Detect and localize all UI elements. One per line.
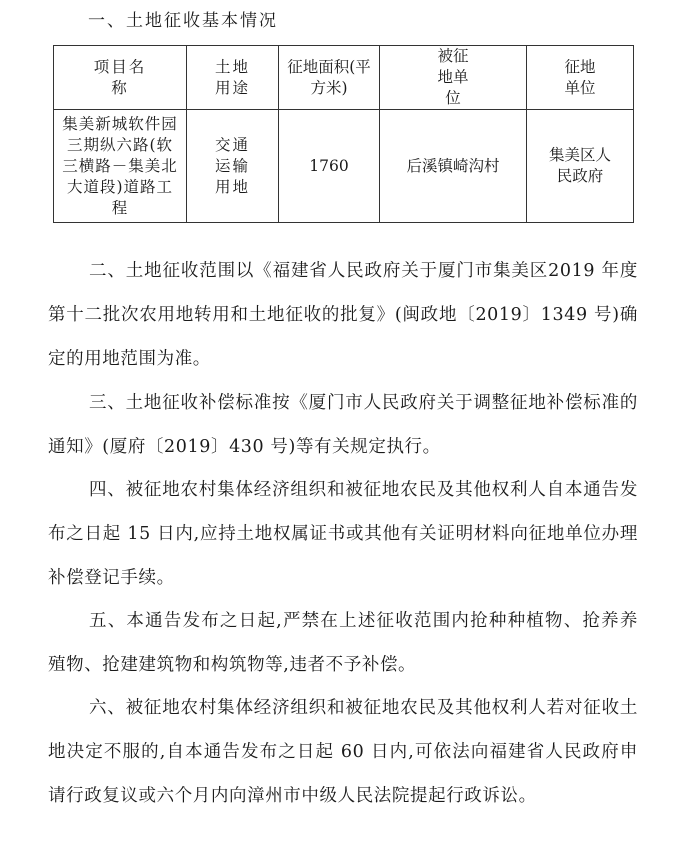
header-area: 征地面积(平方米) [279, 46, 380, 110]
cell-area: 1760 [279, 110, 380, 223]
paragraph-3-compensation: 三、土地征收补偿标准按《厦门市人民政府关于调整征地补偿标准的通知》(厦府〔2019〕430 号)等有关规定执行。 [48, 393, 638, 457]
cell-expropriating-unit: 集美区人民政府 [527, 110, 634, 223]
cell-land-use: 交通运输用地 [187, 110, 279, 223]
land-expropriation-table [53, 45, 634, 223]
header-expropriating-unit: 征地单位 [527, 46, 634, 110]
paragraph-5-prohibition: 五、本通告发布之日起,严禁在上述征收范围内抢种种植物、抢养养殖物、抢建建筑物和构筑物等,违者不予补偿。 [48, 611, 638, 675]
header-land-use: 土地用途 [187, 46, 279, 110]
paragraph-6-appeal: 六、被征地农村集体经济组织和被征地农民及其他权利人若对征收土地决定不服的,自本通告发布之日起 60 日内,可依法向福建省人民政府申请行政复议或六个月内向漳州市中级人民法院提起行政诉讼。 [48, 698, 638, 806]
table-row [54, 110, 634, 223]
paragraph-4-registration: 四、被征地农村集体经济组织和被征地农民及其他权利人自本通告发布之日起 15 日内,应持土地权属证书或其他有关证明材料向征地单位办理补偿登记手续。 [48, 480, 638, 588]
paragraph-2-scope: 二、土地征收范围以《福建省人民政府关于厦门市集美区2019 年度第十二批次农用地转用和土地征收的批复》(闽政地〔2019〕1349 号)确定的用地范围为准。 [48, 261, 638, 369]
cell-expropriated-unit: 后溪镇崎沟村 [380, 110, 527, 223]
header-project-name: 项目名称 [54, 46, 187, 110]
table-header-row [54, 46, 634, 110]
cell-project-name: 集美新城软件园三期纵六路(软三横路－集美北大道段)道路工程 [54, 110, 187, 223]
header-expropriated-unit: 被征地单位 [380, 46, 527, 110]
section-1-title: 一、土地征收基本情况 [88, 11, 278, 31]
